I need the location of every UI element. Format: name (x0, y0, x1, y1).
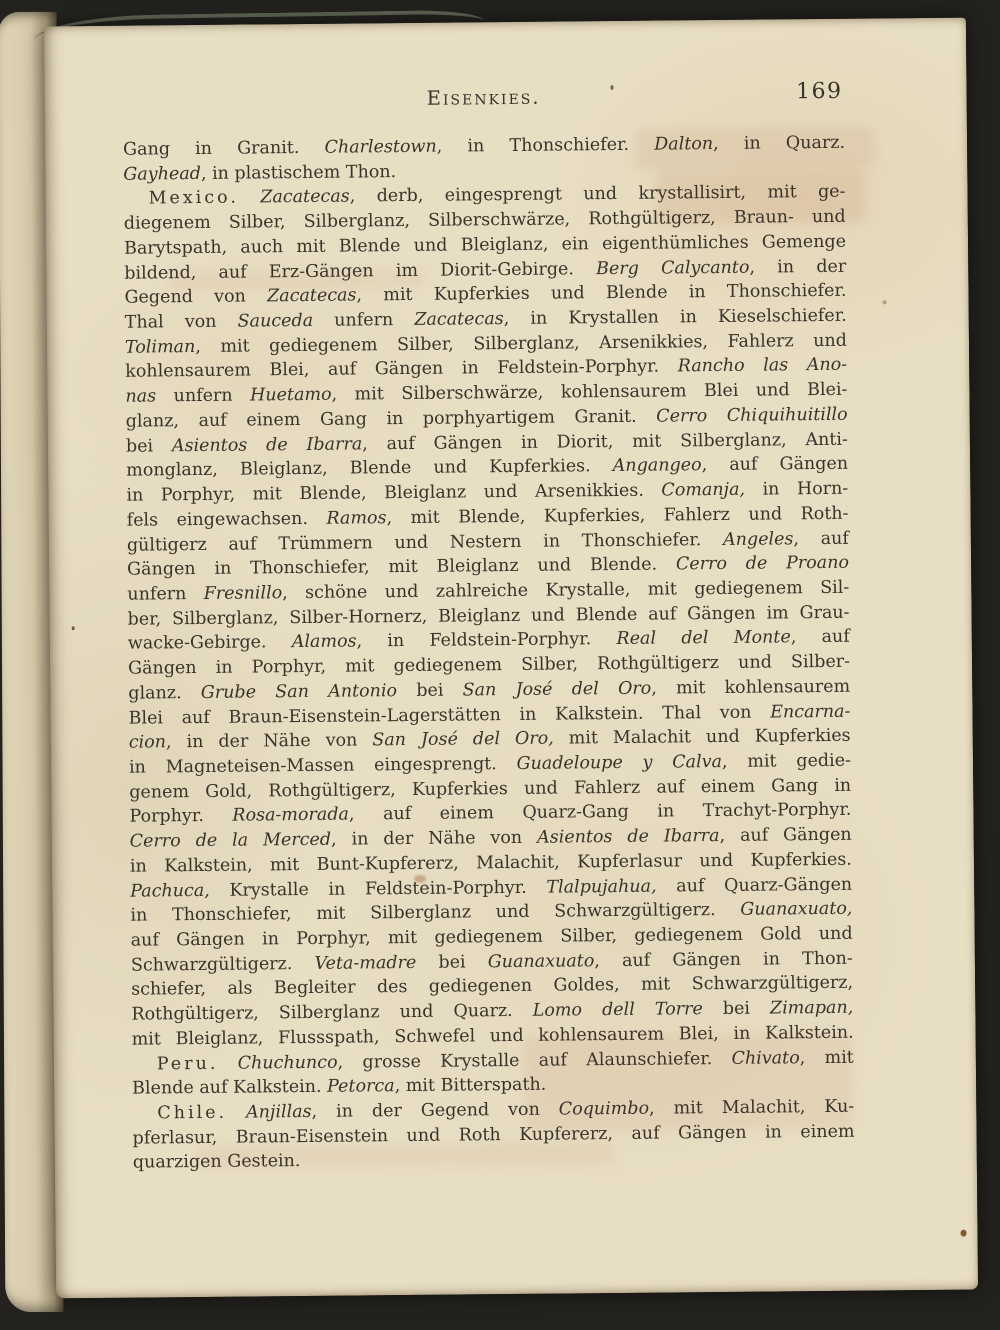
text-line: in Kalkstein, mit Bunt-Kupfererz, Malachit, Kupferlasur und Kupferkies. (129, 849, 852, 877)
text-line: schiefer, als Begleiter des gediegenen Goldes, mit Schwarzgültigerz, (131, 973, 854, 1001)
text-line: Blei auf Braun-Eisenstein-Lagerstätten in Kalkstein. Thal von Encarna- (128, 701, 851, 729)
text-line: Toliman, mit gediegenem Silber, Silberglanz, Arsenikkies, Fahlerz und (124, 330, 848, 358)
text-line: monglanz, Bleiglanz, Blende und Kupferkies. Angangeo, auf Gängen (126, 454, 849, 482)
text-line: Blende auf Kalkstein. Petorca, mit Bitterspath. (132, 1074, 547, 1099)
text-line: Schwarzgültigerz. Veta-madre bei Guanaxuato, auf Gängen in Thon- (130, 948, 853, 976)
text-line: glanz, auf einem Gang in porphyartigem Granit. Cerro Chiquihuitillo (125, 404, 848, 432)
text-line: kohlensaurem Blei, auf Gängen in Feldstein-Porphyr. Rancho las Ano- (125, 355, 848, 383)
text-line: Rothgültigerz, Silberglanz und Quarz. Lomo dell Torre bei Zimapan, (131, 997, 854, 1025)
page-text (123, 131, 855, 1176)
text-line: fels eingewachsen. Ramos, mit Blende, Kupferkies, Fahlerz und Roth- (126, 503, 849, 531)
text-line: mit Bleiglanz, Flussspath, Schwefel und kohlensaurem Blei, in Kalkstein. (131, 1022, 854, 1050)
page-number: 169 (795, 78, 843, 105)
text-line: Porphyr. Rosa-morada, auf einem Quarz-Gang in Trachyt-Porphyr. (129, 800, 852, 828)
text-line: in Porphyr, mit Blende, Bleiglanz und Arsenikkies. Comanja, in Horn- (126, 478, 849, 506)
text-line: quarzigen Gestein. (132, 1151, 301, 1174)
foxing-speck (883, 300, 887, 304)
page-header (123, 78, 845, 115)
text-line: wacke-Gebirge. Alamos, in Feldstein-Porphyr. Real del Monte, auf (127, 627, 850, 655)
text-line: cion, in der Nähe von San José del Oro, mit Malachit und Kupferkies (128, 725, 851, 753)
text-line: Cerro de la Merced, in der Nähe von Asientos de Ibarra, auf Gängen (129, 824, 852, 852)
text-line: diegenem Silber, Silberglanz, Silberschwärze, Rothgültigerz, Braun- und (123, 206, 846, 234)
foxing-speck (961, 1230, 967, 1237)
text-line: Gegend von Zacatecas, mit Kupferkies und Blende in Thonschiefer. (124, 281, 847, 309)
text-line: unfern Fresnillo, schöne und zahlreiche Krystalle, mit gediegenem Sil- (127, 577, 850, 605)
text-line: Mexico. Zacatecas, derb, eingesprengt und krystallisirt, mit ge- (148, 182, 846, 209)
running-title: Eisenkies. (426, 85, 541, 110)
book-page (44, 18, 978, 1299)
text-line: nas unfern Huetamo, mit Silberschwärze, kohlensaurem Blei und Blei- (125, 379, 848, 407)
text-line: Chile. Anjillas, in der Gegend von Coquimbo, mit Malachit, Ku- (157, 1096, 855, 1124)
text-line: in Magneteisen-Massen eingesprengt. Guadeloupe y Calva, mit gedie- (128, 750, 852, 778)
text-line: bei Asientos de Ibarra, auf Gängen in Diorit, mit Silberglanz, Anti- (125, 429, 848, 457)
text-line: pferlasur, Braun-Eisenstein und Roth Kupfererz, auf Gängen in einem (132, 1121, 855, 1149)
text-line: Pachuca, Krystalle in Feldstein-Porphyr. Tlalpujahua, auf Quarz-Gängen (130, 874, 853, 902)
text-line: auf Gängen in Porphyr, mit gediegenem Silber, gediegenem Gold und (130, 923, 853, 951)
text-line: gültigerz auf Trümmern und Nestern in Thonschiefer. Angeles, auf (126, 528, 849, 556)
text-line: genem Gold, Rothgültigerz, Kupferkies und Fahlerz auf einem Gang in (129, 775, 852, 803)
text-line: Gayhead, in plastischem Thon. (123, 161, 397, 185)
text-line: bildend, auf Erz-Gängen im Diorit-Gebirge. Berg Calycanto, in der (124, 256, 847, 284)
text-line: Barytspath, auch mit Blende und Bleiglanz, ein eigenthümliches Gemenge (123, 231, 847, 259)
foxing-speck (72, 626, 75, 630)
text-line: Gang in Granit. Charlestown, in Thonschiefer. Dalton, in Quarz. (123, 132, 846, 160)
text-line: in Thonschiefer, mit Silberglanz und Schwarzgültigerz. Guanaxuato, (130, 899, 853, 926)
text-line: glanz. Grube San Antonio bei San José del Oro, mit kohlensaurem (128, 676, 851, 704)
text-line: Gängen in Porphyr, mit gediegenem Silber, Rothgültigerz und Silber- (127, 651, 851, 679)
text-line: Thal von Sauceda unfern Zacatecas, in Krystallen in Kieselschiefer. (124, 305, 847, 333)
text-line: ber, Silberglanz, Silber-Hornerz, Bleiglanz und Blende auf Gängen im Grau- (127, 602, 850, 630)
text-line: Peru. Chuchunco, grosse Krystalle auf Alaunschiefer. Chivato, mit (156, 1047, 854, 1075)
text-line: Gängen in Thonschiefer, mit Bleiglanz und Blende. Cerro de Proano (127, 552, 850, 580)
